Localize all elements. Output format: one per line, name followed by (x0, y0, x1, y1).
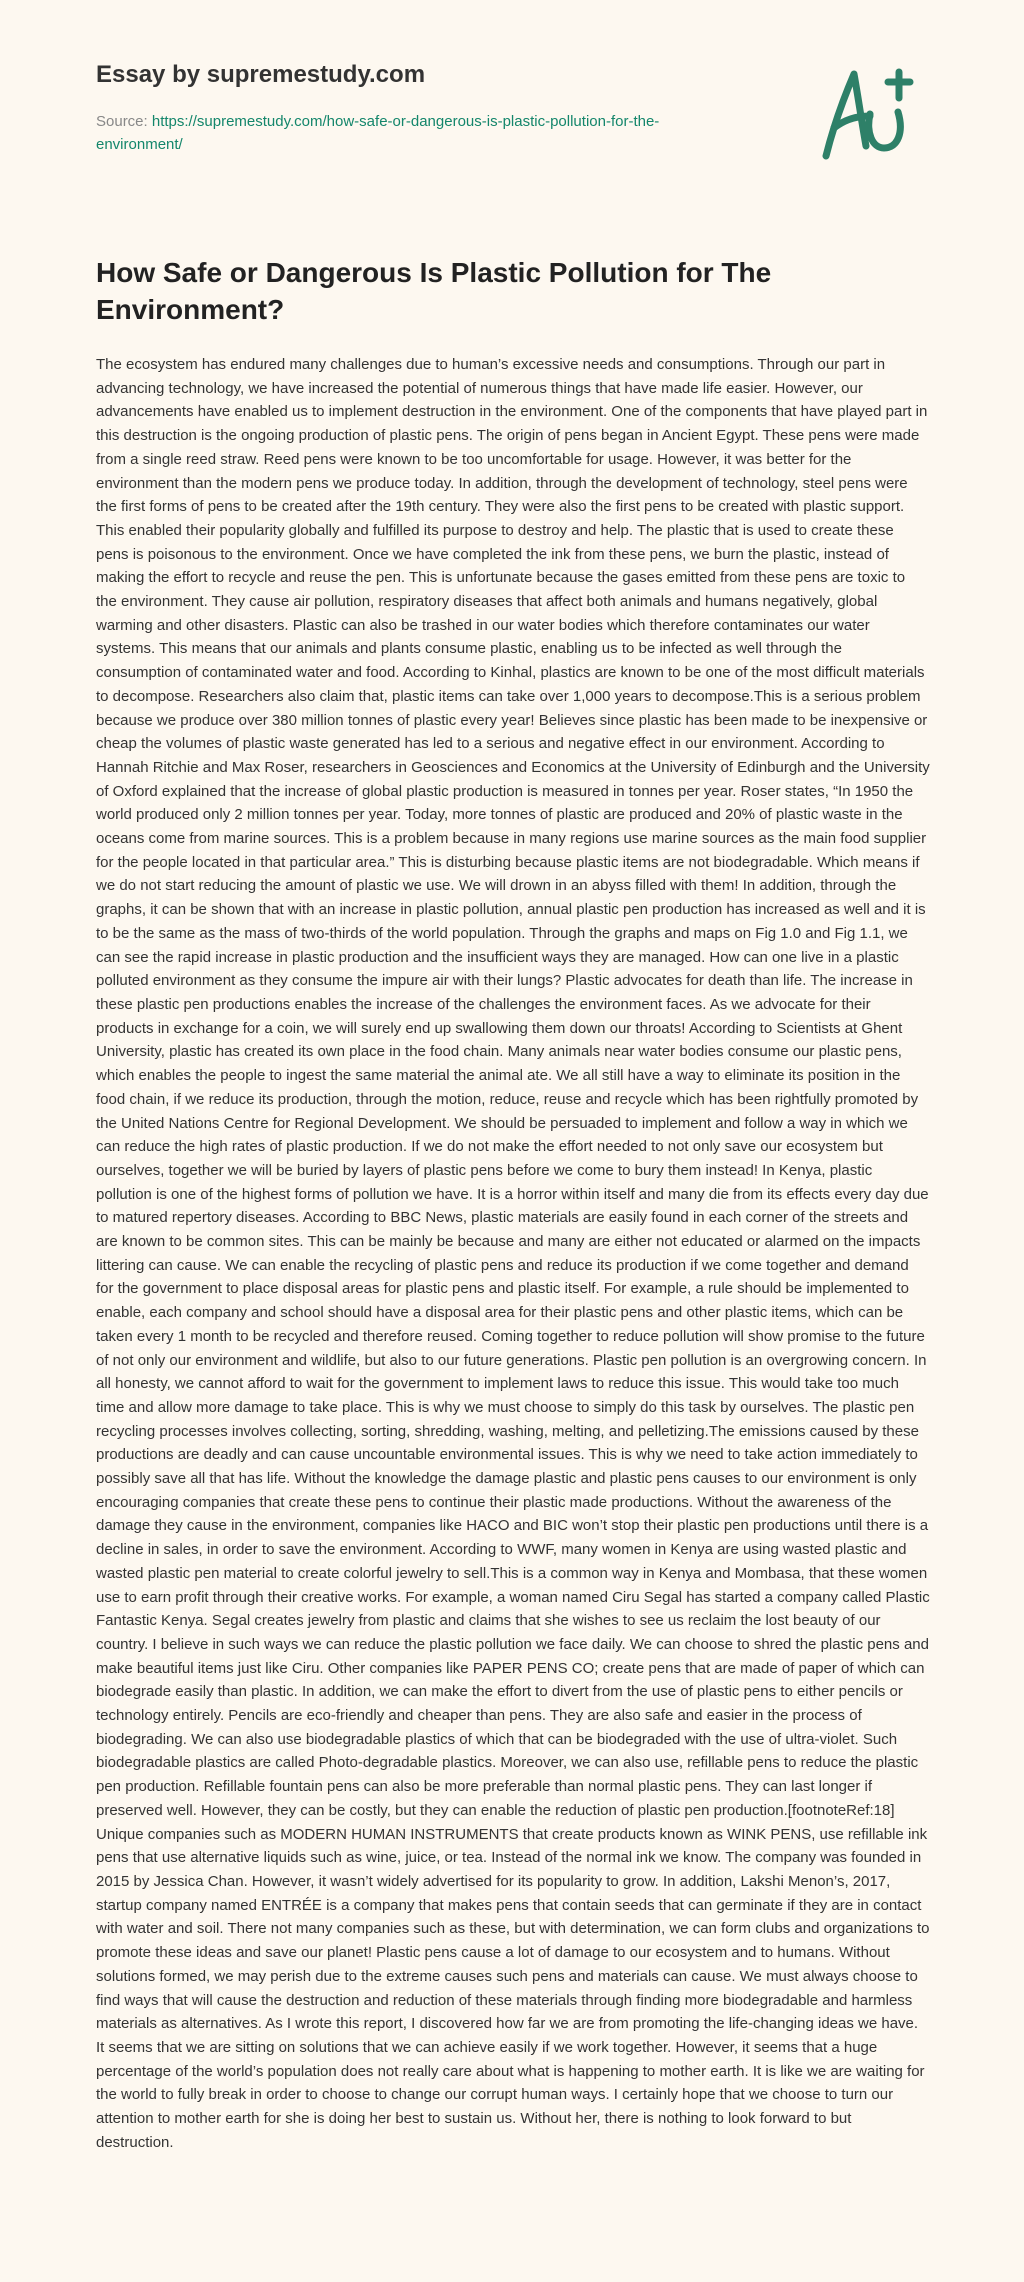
essay-title: How Safe or Dangerous Is Plastic Pollution for The Environment? (96, 257, 772, 325)
a-plus-logo-icon (818, 66, 928, 166)
site-title: Essay by supremestudy.com (96, 61, 426, 88)
source-label: Source: (96, 113, 152, 130)
source-line (96, 110, 716, 156)
essay-header (96, 60, 716, 156)
essay-body: The ecosystem has endured many challenges due to human’s excessive needs and consumptions. Through our part in advancing technology, we have increased the potential of numerous things that have made life easier. However, our advancements have enabled us to implement destruction in the environment. One of the components that have played part in this destruction is the ongoing production of plastic pens. The origin of pens began in Ancient Egypt. These pens were made from a single reed straw. Reed pens were known to be too uncomfortable for usage. However, it was better for the environment than the modern pens we produce today. In addition, through the development of technology, steel pens were the first forms of pens to be created after the 19th century. They were also the first pens to be created with plastic support. This enabled their popularity globally and fulfilled its purpose to destroy and help. The plastic that is used to create these pens is poisonous to the environment. Once we have completed the ink from these pens, we burn the plastic, instead of making the effort to recycle and reuse the pen. This is unfortunate because the gases emitted from these pens are toxic to the environment. They cause air pollution, respiratory diseases that affect both animals and humans negatively, global warming and other disasters. Plastic can also be trashed in our water bodies which therefore contaminates our water systems. This means that our animals and plants consume plastic, enabling us to be infected as well through the consumption of contaminated water and food. According to Kinhal, plastics are known to be one of the most difficult materials to decompose. Researchers also claim that, plastic items can take over 1,000 years to decompose.This is a serious problem because we produce over 380 million tonnes of plastic every year! Believes since plastic has been made to be inexpensive or cheap the volumes of plastic waste generated has led to a serious and negative effect in our environment. According to Hannah Ritchie and Max Roser, researchers in Geosciences and Economics at the University of Edinburgh and the University of Oxford explained that the increase of global plastic production is measured in tonnes per year. Roser states, “In 1950 the world produced only 2 million tonnes per year. Today, more tonnes of plastic are produced and 20% of plastic waste in the oceans come from marine sources. This is a problem because in many regions use marine sources as the main food supplier for the people located in that particular area.” This is disturbing because plastic items are not biodegradable. Which means if we do not start reducing the amount of plastic we use. We will drown in an abyss filled with them! In addition, through the graphs, it can be shown that with an increase in plastic pollution, annual plastic pen production has increased as well and it is to be the same as the mass of two-thirds of the world population. Through the graphs and maps on Fig 1.0 and Fig 1.1, we can see the rapid increase in plastic production and the insufficient ways they are managed. How can one live in a plastic polluted environment as they consume the impure air with their lungs? Plastic advocates for death than life. The increase in these plastic pen productions enables the increase of the challenges the environment faces. As we advocate for their products in exchange for a coin, we will surely end up swallowing them down our throats! According to Scientists at Ghent University, plastic has created its own place in the food chain. Many animals near water bodies consume our plastic pens, which enables the people to ingest the same material the animal ate. We all still have a way to eliminate its position in the food chain, if we reduce its production, through the motion, reduce, reuse and recycle which has been rightfully promoted by the United Nations Centre for Regional Development. We should be persuaded to implement and follow a way in which we can reduce the high rates of plastic production. If we do not make the effort needed to not only save our ecosystem but ourselves, together we will be buried by layers of plastic pens before we come to bury them instead! In Kenya, plastic pollution is one of the highest forms of pollution we have. It is a horror within itself and many die from its effects every day due to matured repertory diseases. According to BBC News, plastic materials are easily found in each corner of the streets and are known to be common sites. This can be mainly be because and many are either not educated or alarmed on the impacts littering can cause. We can enable the recycling of plastic pens and reduce its production if we come together and demand for the government to place disposal areas for plastic pens and plastic itself. For example, a rule should be implemented to enable, each company and school should have a disposal area for their plastic pens and other plastic items, which can be taken every 1 month to be recycled and therefore reused. Coming together to reduce pollution will show promise to the future of not only our environment and wildlife, but also to our future generations. Plastic pen pollution is an overgrowing concern. In all honesty, we cannot afford to wait for the government to implement laws to reduce this issue. This would take too much time and allow more damage to take place. This is why we must choose to simply do this task by ourselves. The plastic pen recycling processes involves collecting, sorting, shredding, washing, melting, and pelletizing.The emissions caused by these productions are deadly and can cause uncountable environmental issues. This is why we need to take action immediately to possibly save all that has life. Without the knowledge the damage plastic and plastic pens causes to our environment is only encouraging companies that create these pens to continue their plastic made productions. Without the awareness of the damage they cause in the environment, companies like HACO and BIC won’t stop their plastic pen productions until there is a decline in sales, in order to save the environment. According to WWF, many women in Kenya are using wasted plastic and wasted plastic pen material to create colorful jewelry to sell.This is a common way in Kenya and Mombasa, that these women use to earn profit through their creative works. For example, a woman named Ciru Segal has started a company called Plastic Fantastic Kenya. Segal creates jewelry from plastic and claims that she wishes to see us reclaim the lost beauty of our country. I believe in such ways we can reduce the plastic pollution we face daily. We can choose to shred the plastic pens and make beautiful items just like Ciru. Other companies like PAPER PENS CO; create pens that are made of paper of which can biodegrade easily than plastic. In addition, we can make the effort to divert from the use of plastic pens to either pencils or technology entirely. Pencils are eco-friendly and cheaper than pens. They are also safe and easier in the process of biodegrading. We can also use biodegradable plastics of which that can be biodegraded with the use of ultra-violet. Such biodegradable plastics are called Photo-degradable plastics. Moreover, we can also use, refillable pens to reduce the plastic pen production. Refillable fountain pens can also be more preferable than normal plastic pens. They can last longer if preserved well. However, they can be costly, but they can enable the reduction of plastic pen production.[footnoteRef:18] Unique companies such as MODERN HUMAN INSTRUMENTS that create products known as WINK PENS, use refillable ink pens that use alternative liquids such as wine, juice, or tea. Instead of the normal ink we know. The company was founded in 2015 by Jessica Chan. However, it wasn’t widely advertised for its popularity to grow. In addition, Lakshi Menon’s, 2017, startup company named ENTRÉE is a company that makes pens that contain seeds that can germinate if they are in contact with water and soil. There not many companies such as these, but with determination, we can form clubs and organizations to promote these ideas and save our planet! Plastic pens cause a lot of damage to our ecosystem and to humans. Without solutions formed, we may perish due to the extreme causes such pens and materials can cause. We must always choose to find ways that will cause the destruction and reduction of these materials through finding more biodegradable and harmless materials as alternatives. As I wrote this report, I discovered how far we are from promoting the life-changing ideas we have. It seems that we are sitting on solutions that we can achieve easily if we work together. However, it seems that a huge percentage of the world’s population does not really care about what is happening to mother earth. It is like we are waiting for the world to fully break in order to choose to change our corrupt human ways. I certainly hope that we choose to turn our attention to mother earth for she is doing her best to sustain us. Without her, there is nothing to look forward to but destruction. (96, 356, 930, 2151)
source-link[interactable]: https://supremestudy.com/how-safe-or-dangerous-is-plastic-pollution-for-the-environment/ (96, 113, 660, 153)
